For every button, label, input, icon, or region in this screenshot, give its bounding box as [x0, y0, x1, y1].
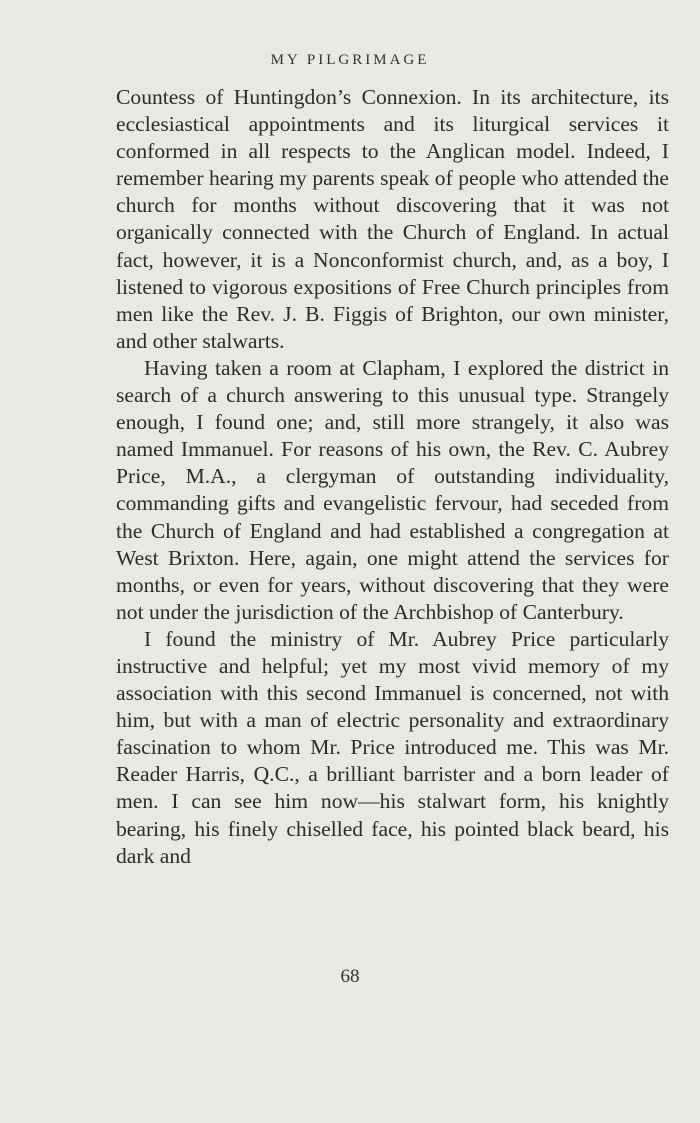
page-number: 68	[340, 966, 360, 987]
paragraph: Countess of Huntingdon’s Connexion. In its architecture, its ecclesiastical appointments and its liturgical services it conformed in all respects to the Anglican model. Indeed, I remember hearing my parents speak of people who attended the church for months without discovering that it was not organically connected with the Church of England. In actual fact, however, it is a Nonconformist church, and, as a boy, I listened to vigorous expositions of Free Church principles from men like the Rev. J. B. Figgis of Brighton, our own minister, and other stalwarts.	[116, 85, 669, 353]
paragraph: Having taken a room at Clapham, I explored the district in search of a church answering to this unusual type. Strangely enough, I found one; and, still more strangely, it also was named Immanuel. For reasons of his own, the Rev. C. Aubrey Price, M.A., a clergyman of outstanding individuality, commanding gifts and evangelistic fervour, had seceded from the Church of England and had established a congregation at West Brixton. Here, again, one might attend the services for months, or even for years, without discovering that they were not under the jurisdiction of the Archbishop of Canterbury.	[116, 355, 669, 624]
body-text	[116, 84, 669, 870]
paragraph: I found the ministry of Mr. Aubrey Price particularly instructive and helpful; yet my most vivid memory of my association with this second Immanuel is concerned, not with him, but with a man of electric personality and extraordinary fascination to whom Mr. Price introduced me. This was Mr. Reader Harris, Q.C., a brilliant barrister and a born leader of men. I can see him now—his stalwart form, his knightly bearing, his finely chiselled face, his pointed black beard, his dark and	[116, 626, 669, 868]
running-head: MY PILGRIMAGE	[270, 52, 430, 68]
